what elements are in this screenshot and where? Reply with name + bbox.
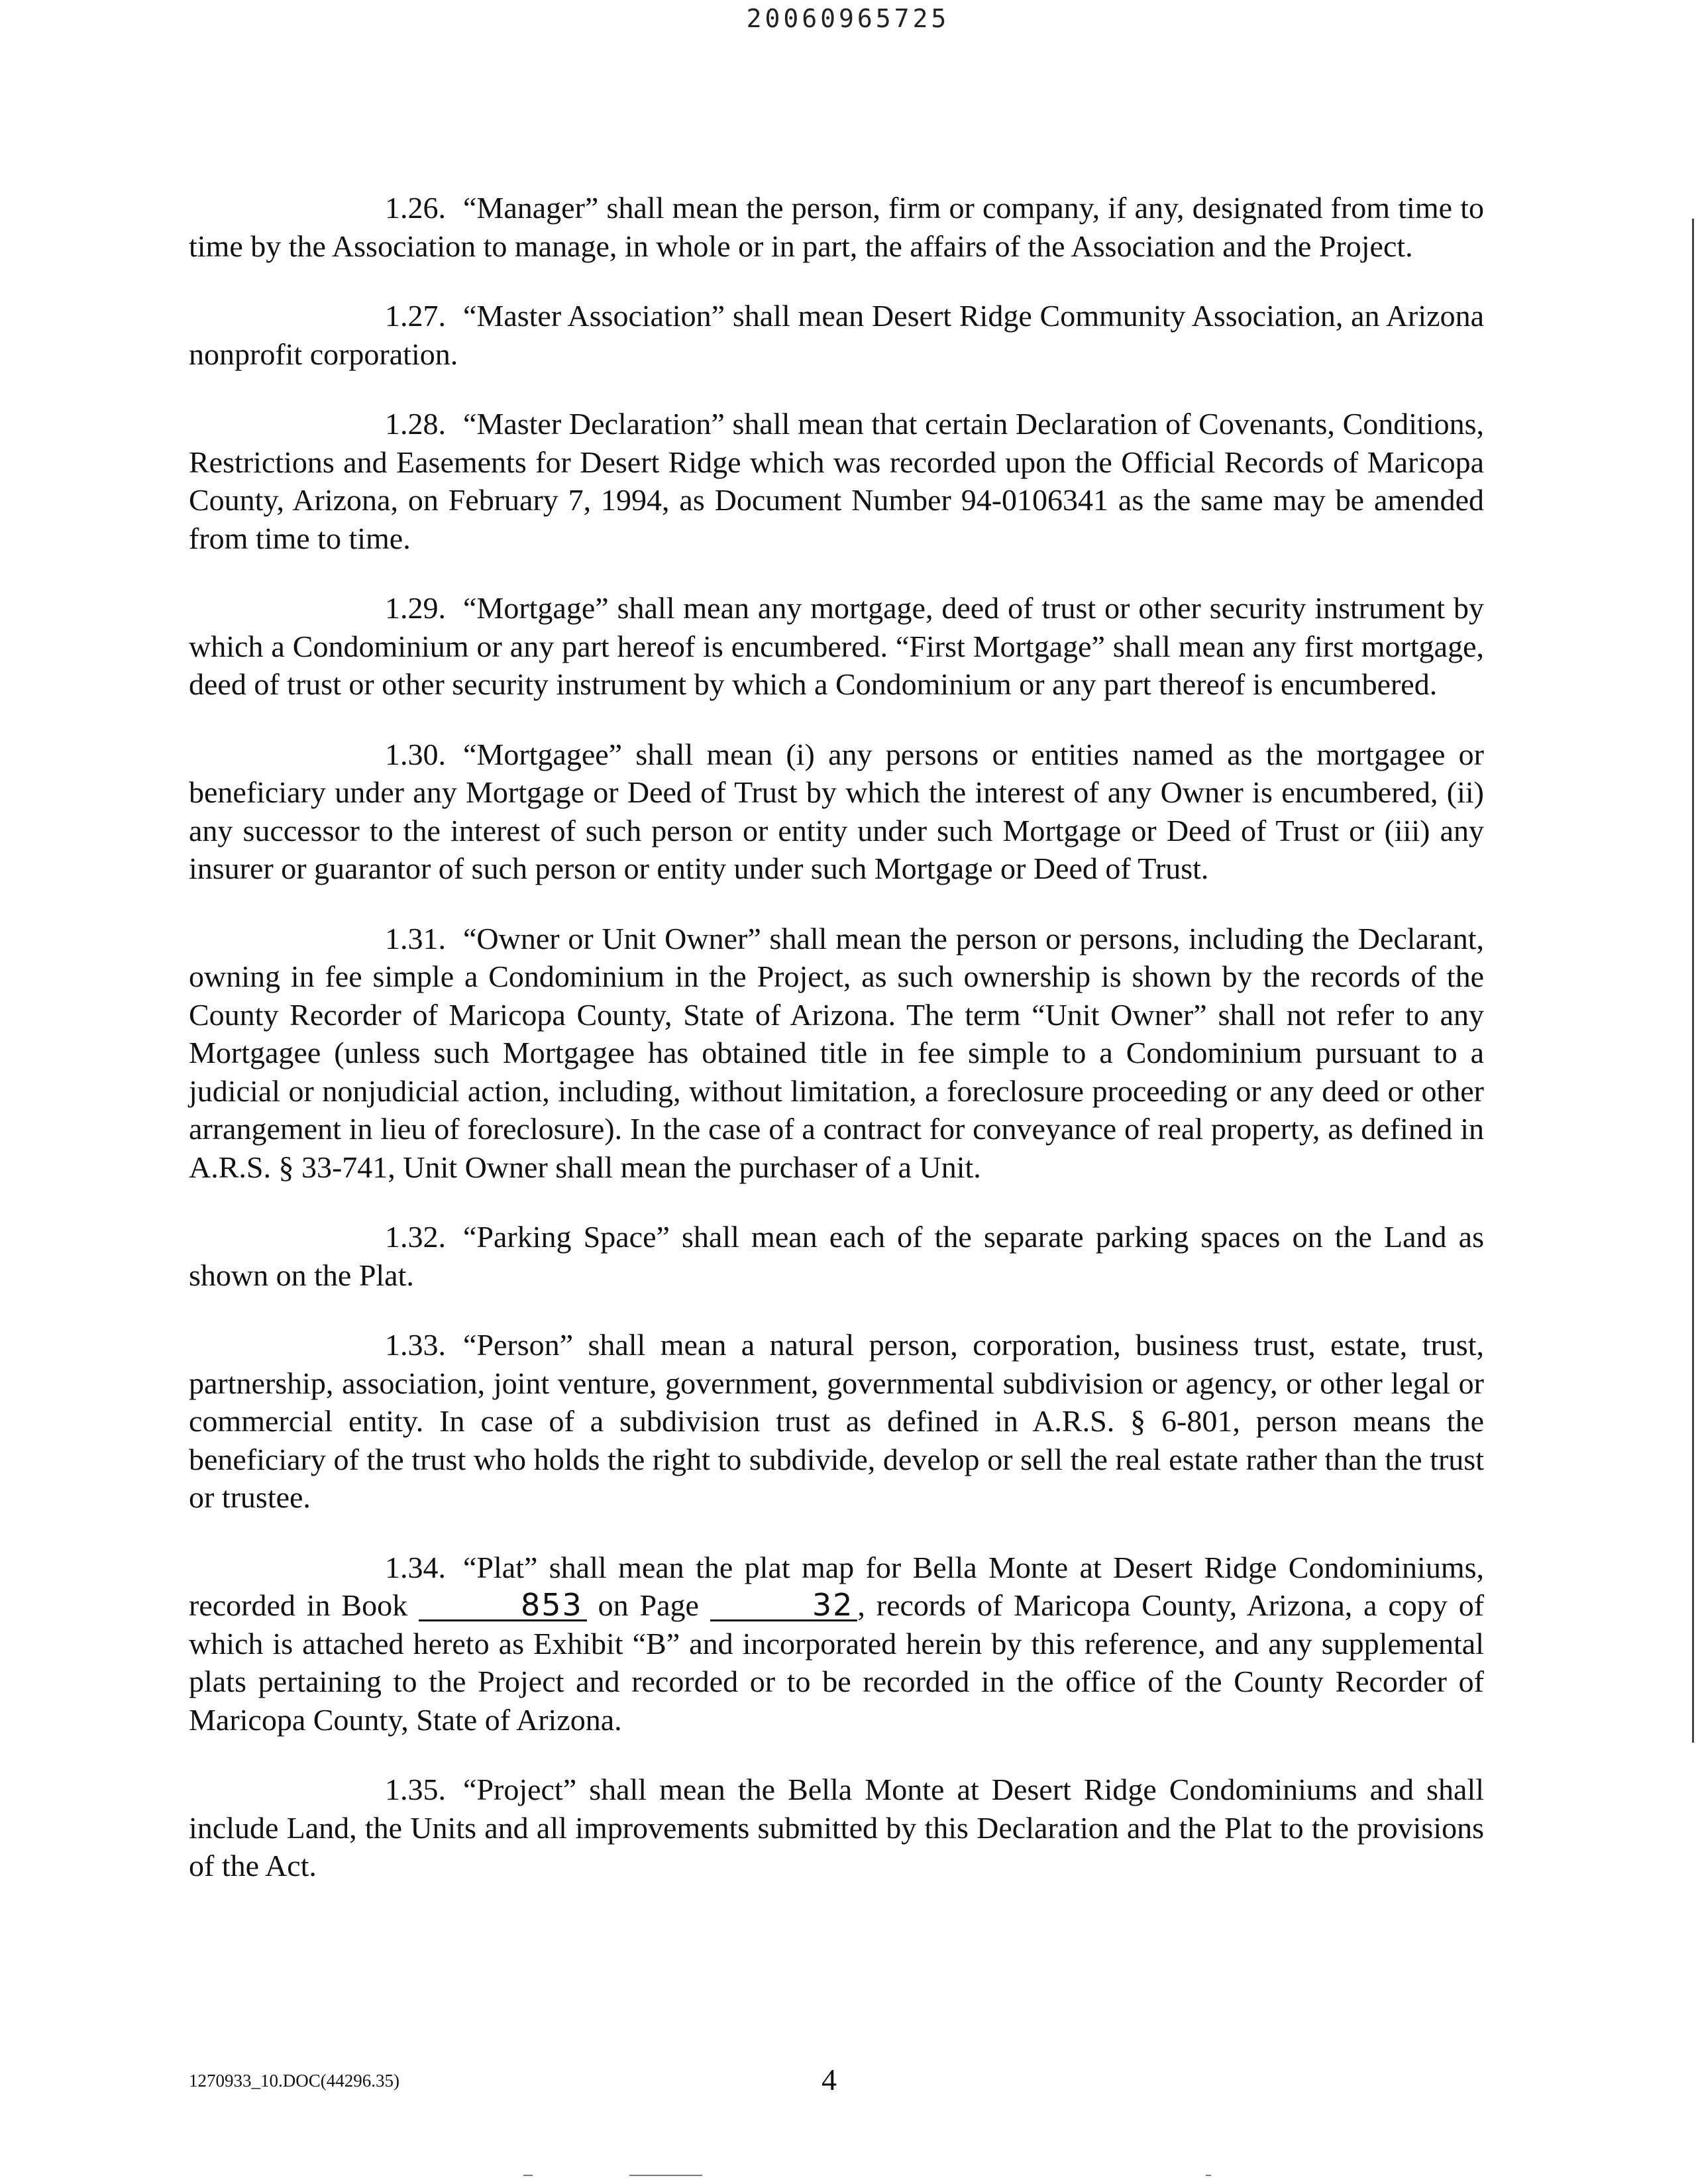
definition-text: , records of Maricopa County, Arizona, a copy of which is attached hereto as Exhibit “B” and incorporated herein by this reference, and any supplemental plats pertaining to the Project and recorded or to be recorded in the office of the County Recorder of Maricopa County, State of Arizona.: [189, 1588, 1485, 1737]
definition-text: “Person” shall mean a natural person, corporation, business trust, estate, trust, partnership, association, joint venture, government, governmental subdivision or agency, or other legal or commercial entity. In case of a subdivision trust as defined in A.R.S. § 6-801, person means the beneficiary of the trust who holds the right to subdivide, develop or sell the real estate rather than the trust or trustee.: [189, 1328, 1484, 1514]
definition-paragraph: [189, 1771, 1484, 1885]
definition-paragraph: [189, 405, 1484, 557]
definition-paragraph: [189, 297, 1484, 373]
scan-edge-line: [1692, 219, 1694, 1743]
scan-artifact: [523, 2175, 533, 2176]
definition-text: “Manager” shall mean the person, firm or company, if any, designated from time to time by the Association to manage, in whole or in part, the affairs of the Association and the Project.: [189, 191, 1484, 263]
definition-text: “Master Association” shall mean Desert Ridge Community Association, an Arizona nonprofit corporation.: [189, 299, 1484, 371]
section-number: 1.32.: [385, 1220, 446, 1254]
definition-text: “Mortgage” shall mean any mortgage, deed of trust or other security instrument by which a Condominium or any part hereof is encumbered. “First Mortgage” shall mean any first mortgage, deed of trust or other security instrument by which a Condominium or any part thereof is encumbered.: [189, 591, 1484, 701]
definition-paragraph: [189, 920, 1484, 1187]
document-body: [189, 189, 1484, 1885]
recording-number: 20060965725: [746, 4, 950, 33]
definition-text: on Page: [598, 1588, 699, 1622]
handwritten-page-number: 32: [710, 1590, 858, 1621]
section-number: 1.35.: [385, 1773, 446, 1806]
section-number: 1.30.: [385, 737, 446, 771]
definition-paragraph: [189, 589, 1484, 704]
definition-text: “Parking Space” shall mean each of the separate parking spaces on the Land as shown on the Plat.: [189, 1220, 1484, 1292]
definition-paragraph: [189, 736, 1484, 888]
footer-document-reference: 1270933_10.DOC(44296.35): [189, 2071, 399, 2091]
section-number: 1.26.: [385, 191, 446, 225]
scan-artifact: [1206, 2175, 1211, 2176]
definition-text: “Mortgagee” shall mean (i) any persons or entities named as the mortgagee or beneficiary under any Mortgage or Deed of Trust by which the interest of any Owner is encumbered, (ii) any successor to the interest of such person or entity under such Mortgage or Deed of Trust or (iii) any insurer or guarantor of such person or entity under such Mortgage or Deed of Trust.: [189, 737, 1484, 885]
definition-paragraph: [189, 1549, 1484, 1739]
section-number: 1.27.: [385, 299, 446, 333]
scan-artifact: [629, 2175, 702, 2176]
section-number: 1.31.: [385, 921, 446, 956]
definition-text: “Project” shall mean the Bella Monte at Desert Ridge Condominiums and shall include Land, the Units and all improvements submitted by this Declaration and the Plat to the provisions of the Act.: [189, 1773, 1484, 1883]
definition-text: “Master Declaration” shall mean that certain Declaration of Covenants, Conditions, Restrictions and Easements for Desert Ridge which was recorded upon the Official Records of Maricopa County, Arizona, on February 7, 1994, as Document Number 94-0106341 as the same may be amended from time to time.: [189, 407, 1484, 555]
page-number: 4: [822, 2063, 837, 2097]
definition-text: “Owner or Unit Owner” shall mean the person or persons, including the Declarant, owning in fee simple a Condominium in the Project, as such ownership is shown by the records of the County Recorder of Maricopa County, State of Arizona. The term “Unit Owner” shall not refer to any Mortgagee (unless such Mortgagee has obtained title in fee simple to a Condominium pursuant to a judicial or nonjudicial action, including, without limitation, a foreclosure proceeding or any deed or other arrangement in lieu of foreclosure). In the case of a contract for conveyance of real property, as defined in A.R.S. § 33-741, Unit Owner shall mean the purchaser of a Unit.: [189, 921, 1484, 1184]
section-number: 1.34.: [385, 1550, 446, 1584]
section-number: 1.33.: [385, 1328, 446, 1362]
section-number: 1.28.: [385, 407, 446, 441]
definition-paragraph: [189, 189, 1484, 265]
definition-text: “Plat” shall mean the plat map for Bella Monte at Desert Ridge Condominiums, recorded in Book: [189, 1550, 1484, 1622]
definition-paragraph: [189, 1326, 1484, 1517]
handwritten-book-number: 853: [419, 1590, 587, 1621]
section-number: 1.29.: [385, 591, 446, 625]
definition-paragraph: [189, 1218, 1484, 1294]
